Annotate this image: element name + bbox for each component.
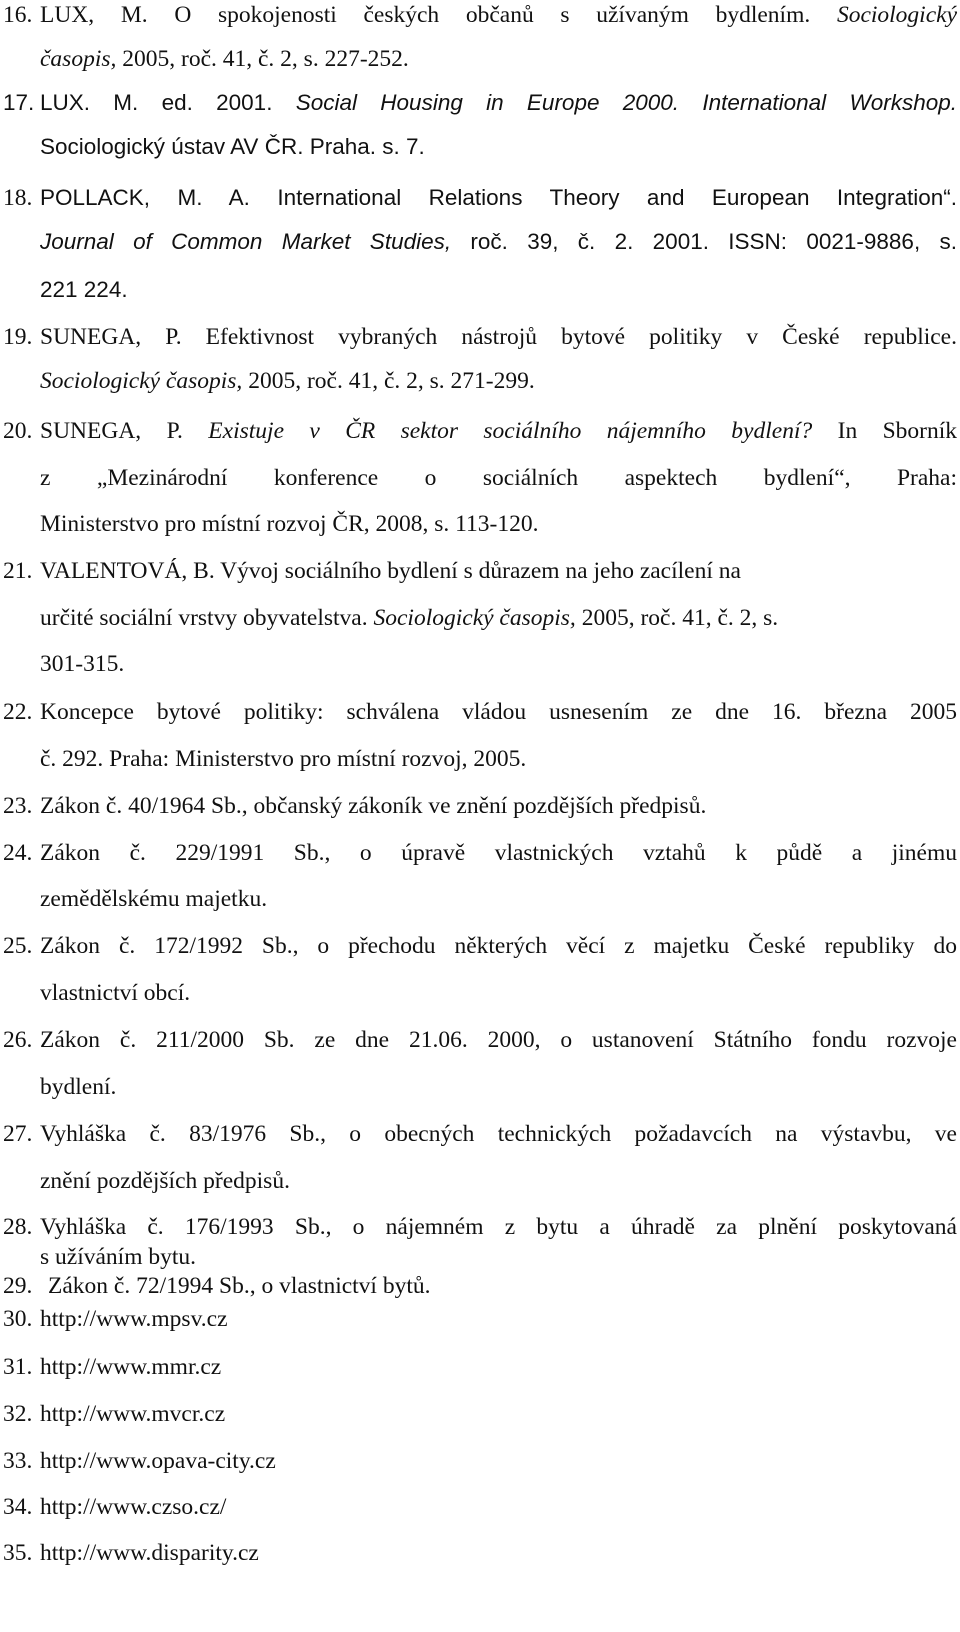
reference-link-mvcr[interactable]: http://www.mvcr.cz — [40, 1401, 226, 1427]
reference-number: 26. — [3, 1027, 33, 1053]
reference-text: Sociologický ústav AV ČR. Praha. s. 7. — [40, 134, 425, 159]
reference-text: s užíváním bytu. — [40, 1244, 196, 1270]
reference-text: zemědělskému majetku. — [40, 886, 268, 912]
reference-number: 33. — [3, 1448, 33, 1474]
reference-text: Koncepce bytové politiky: schválena vládou usnesením ze dne 16. března 2005 — [40, 699, 957, 725]
reference-text: POLLACK, M. A. International Relations Theory and European Integration“. — [40, 185, 957, 210]
reference-number: 20. — [3, 418, 33, 444]
reference-text: Journal of Common Market Studies, roč. 39, č. 2. 2001. ISSN: 0021-9886, s. — [40, 229, 957, 254]
reference-link-mpsv[interactable]: http://www.mpsv.cz — [40, 1306, 228, 1332]
reference-number: 21. — [3, 558, 33, 584]
reference-text: Zákon č. 72/1994 Sb., o vlastnictví bytů. — [48, 1273, 431, 1299]
reference-text: Zákon č. 40/1964 Sb., občanský zákoník ve znění pozdějších předpisů. — [40, 793, 707, 819]
reference-number: 27. — [3, 1121, 33, 1147]
reference-number: 22. — [3, 699, 33, 725]
reference-text: Sociologický časopis, 2005, roč. 41, č. 2, s. 271-299. — [40, 368, 535, 394]
reference-text: LUX. M. ed. 2001. Social Housing in Europe 2000. International Workshop. — [40, 90, 957, 115]
reference-number: 34. — [3, 1494, 33, 1520]
reference-link-disparity[interactable]: http://www.disparity.cz — [40, 1540, 259, 1566]
reference-link-czso[interactable]: http://www.czso.cz/ — [40, 1494, 227, 1520]
reference-text: SUNEGA, P. Efektivnost vybraných nástrojů bytové politiky v České republice. — [40, 324, 957, 350]
reference-text: vlastnictví obcí. — [40, 980, 191, 1006]
reference-text: určité sociální vrstvy obyvatelstva. Sociologický časopis, 2005, roč. 41, č. 2, s. — [40, 605, 779, 631]
reference-number: 16. — [3, 2, 33, 28]
reference-link-opava-city[interactable]: http://www.opava-city.cz — [40, 1448, 276, 1474]
reference-number: 29. — [3, 1273, 33, 1299]
reference-number: 23. — [3, 793, 33, 819]
reference-text: Vyhláška č. 176/1993 Sb., o nájemném z bytu a úhradě za plnění poskytovaná — [40, 1214, 957, 1240]
reference-text: Zákon č. 229/1991 Sb., o úpravě vlastnických vztahů k půdě a jinému — [40, 840, 957, 866]
reference-number: 19. — [3, 324, 33, 350]
reference-number: 28. — [3, 1214, 33, 1240]
reference-text: Vyhláška č. 83/1976 Sb., o obecných technických požadavcích na výstavbu, ve — [40, 1121, 957, 1147]
reference-text: z „Mezinárodní konference o sociálních aspektech bydlení“, Praha: — [40, 465, 957, 491]
reference-text: 301-315. — [40, 651, 125, 677]
reference-text: 221 224. — [40, 277, 128, 302]
reference-text: časopis, 2005, roč. 41, č. 2, s. 227-252. — [40, 46, 409, 72]
reference-number: 17. — [3, 90, 35, 115]
reference-number: 18. — [3, 185, 33, 211]
reference-number: 24. — [3, 840, 33, 866]
reference-text: VALENTOVÁ, B. Vývoj sociálního bydlení s důrazem na jeho zacílení na — [40, 558, 741, 584]
reference-text: Zákon č. 172/1992 Sb., o přechodu některých věcí z majetku České republiky do — [40, 933, 957, 959]
reference-number: 25. — [3, 933, 33, 959]
reference-number: 32. — [3, 1401, 33, 1427]
reference-text: znění pozdějších předpisů. — [40, 1168, 290, 1194]
reference-text: SUNEGA, P. Existuje v ČR sektor sociálního nájemního bydlení? In Sborník — [40, 418, 957, 444]
reference-number: 31. — [3, 1354, 33, 1380]
reference-text: Ministerstvo pro místní rozvoj ČR, 2008, s. 113-120. — [40, 511, 539, 537]
reference-number: 30. — [3, 1306, 33, 1332]
reference-text: Zákon č. 211/2000 Sb. ze dne 21.06. 2000, o ustanovení Státního fondu rozvoje — [40, 1027, 957, 1053]
reference-text: č. 292. Praha: Ministerstvo pro místní rozvoj, 2005. — [40, 746, 527, 772]
reference-text: LUX, M. O spokojenosti českých občanů s užívaným bydlením. Sociologický — [40, 2, 957, 28]
reference-number: 35. — [3, 1540, 33, 1566]
reference-text: bydlení. — [40, 1074, 117, 1100]
reference-link-mmr[interactable]: http://www.mmr.cz — [40, 1354, 222, 1380]
